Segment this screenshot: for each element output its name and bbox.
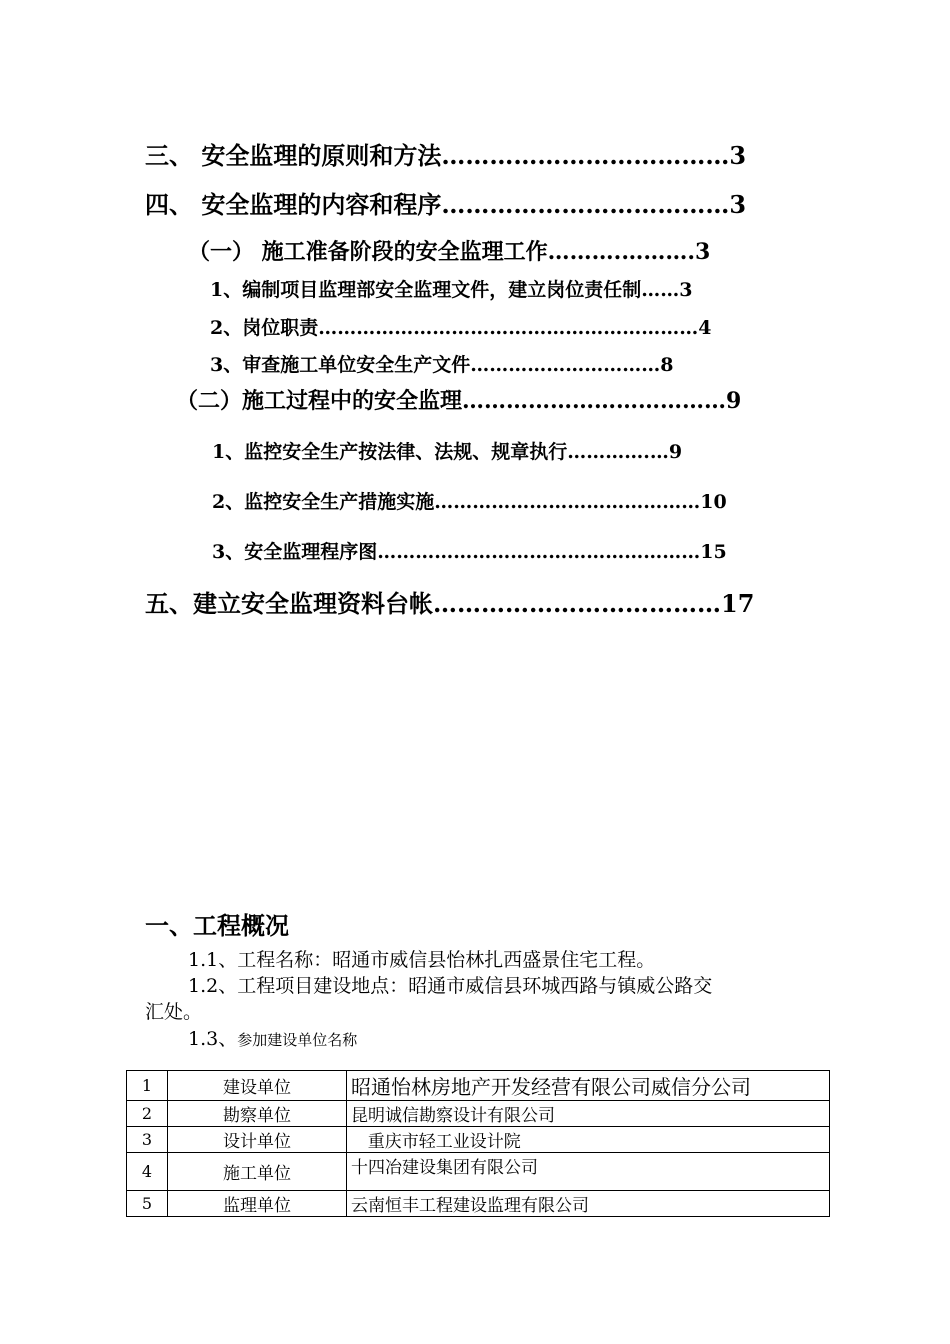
- table-row: [127, 1127, 830, 1153]
- unit-role: 勘察单位: [168, 1101, 347, 1127]
- unit-role: 施工单位: [168, 1153, 347, 1191]
- toc-item-4-1-3[interactable]: 3、审查施工单位安全生产文件…………………………8: [210, 354, 674, 376]
- toc-item-4-2[interactable]: （二）施工过程中的安全监理………………………………9: [176, 388, 742, 414]
- row-number: 5: [127, 1191, 168, 1217]
- table-row: [127, 1101, 830, 1127]
- participating-units-paragraph: [188, 1024, 357, 1051]
- toc-item-3[interactable]: 三、 安全监理的原则和方法………………………………3: [145, 141, 747, 170]
- unit-role: 建设单位: [168, 1071, 347, 1101]
- project-location-paragraph-cont: 汇处。: [145, 1001, 203, 1023]
- row-number: 1: [127, 1071, 168, 1101]
- toc-item-4-2-1[interactable]: 1、监控安全生产按法律、法规、规章执行………….…9: [212, 441, 683, 463]
- table-row: [127, 1153, 830, 1191]
- project-location-paragraph: 1.2、工程项目建设地点：昭通市威信县环城西路与镇威公路交: [188, 975, 713, 997]
- toc-item-5[interactable]: 五、建立安全监理资料台帐………………………………17: [145, 589, 755, 618]
- table-row: [127, 1191, 830, 1217]
- unit-name: 十四冶建设集团有限公司: [347, 1153, 830, 1191]
- unit-role: 监理单位: [168, 1191, 347, 1217]
- table-row: [127, 1071, 830, 1101]
- toc-item-4-2-2[interactable]: 2、监控安全生产措施实施……………………………………10: [212, 491, 727, 513]
- unit-name: 云南恒丰工程建设监理有限公司: [347, 1191, 830, 1217]
- section-title: 一、工程概况: [145, 911, 289, 940]
- unit-role: 设计单位: [168, 1127, 347, 1153]
- unit-name: 重庆市轻工业设计院: [347, 1127, 830, 1153]
- unit-name: 昭通怡林房地产开发经营有限公司威信分公司: [347, 1071, 830, 1101]
- toc-item-4-1-2[interactable]: 2、岗位职责……………………………………………………4: [210, 317, 712, 339]
- toc-item-4-1[interactable]: （一） 施工准备阶段的安全监理工作……….……….3: [188, 239, 711, 265]
- participating-units-label: 参加建设单位名称: [237, 1031, 358, 1049]
- row-number: 2: [127, 1101, 168, 1127]
- toc-item-4-1-1[interactable]: 1、编制项目监理部安全监理文件，建立岗位责任制……3: [210, 279, 693, 301]
- project-name-paragraph: 1.1、工程名称：昭通市威信县怡林扎西盛景住宅工程。: [188, 949, 656, 971]
- row-number: 4: [127, 1153, 168, 1191]
- participating-units-prefix: 1.3、: [188, 1028, 238, 1050]
- row-number: 3: [127, 1127, 168, 1153]
- toc-item-4[interactable]: 四、 安全监理的内容和程序………………………………3: [145, 190, 747, 219]
- unit-name: 昆明诚信勘察设计有限公司: [347, 1101, 830, 1127]
- toc-item-4-2-3[interactable]: 3、安全监理程序图……………………………………………15: [212, 541, 727, 563]
- participating-units-table: [126, 1070, 830, 1217]
